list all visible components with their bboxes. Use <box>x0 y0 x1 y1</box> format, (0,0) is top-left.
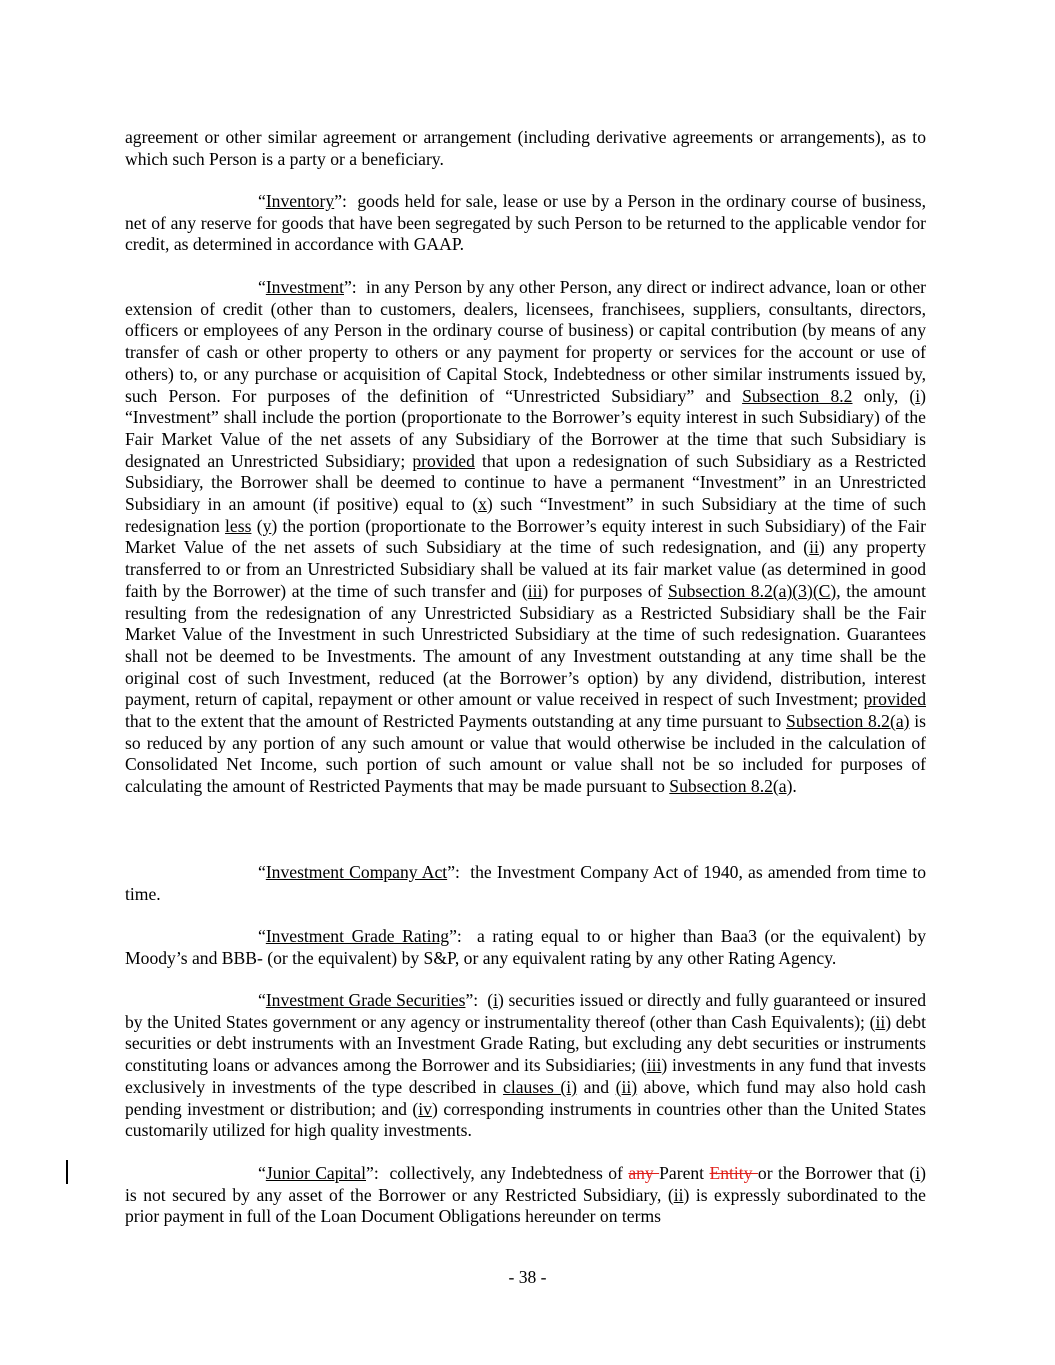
clause-marker: i <box>915 1163 921 1183</box>
cross-reference: clauses (i) <box>503 1076 578 1097</box>
paragraph-continuation: agreement or other similar agreement or arrangement (including derivative agreements or arrangements), as to which such Person is a party or a beneficiary. <box>125 127 926 169</box>
cross-reference: Subsection 8.2(a) <box>786 711 910 732</box>
defined-term: Junior Capital <box>265 1163 367 1183</box>
clause-marker: iii <box>646 1055 662 1076</box>
page-number: - 38 - <box>508 1267 547 1287</box>
definition-inventory: “Inventory”: goods held for sale, lease or use by a Person in the ordinary course of business, net of any reserve for goods that have been segregated by such Person to be returned to the applicable vendor for credit, as determined in accordance with GAAP. <box>125 191 927 255</box>
cross-reference: Subsection 8.2(a)(3)(C) <box>668 580 837 601</box>
deleted-text: any <box>628 1163 660 1183</box>
clause-marker: iv <box>418 1098 432 1119</box>
definition-investment: “Investment”: in any Person by any other Person, any direct or indirect advance, loan or other extension of credit (other than to customers, dealers, licensees, franchisees, suppliers, consultants, directors, officers or employees of any Person in the ordinary course of business) or capital contribution (by means of any transfer of cash or other property to others or any payment for property or services for the account or use of others) to, or any purchase or acquisition of Capital Stock, Indebtedness or other similar instruments issued by, such Person. For purposes of the definition of “Unrestricted Subsidiary” and Subsection 8.2 only, (i) “Investment” shall include the portion (proportionate to the Borrower’s equity interest in such Subsidiary) of the Fair Market Value of the net assets of any Subsidiary of the Borrower at the time that such Subsidiary is designated an Unrestricted Subsidiary; provided that upon a redesignation of such Subsidiary as a Restricted Subsidiary, the Borrower shall be deemed to continue to have a permanent “Investment” in an Unrestricted Subsidiary in an amount (if positive) equal to (x) such “Investment” in such Subsidiary at the time of such redesignation less (y) the portion (proportionate to the Borrower’s equity interest in such Subsidiary) of the Fair Market Value of the net assets of such Subsidiary at the time of such redesignation, and (ii) any property transferred to or from an Unrestricted Subsidiary shall be valued at its fair market value (as determined in good faith by the Borrower) at the time of such transfer and (iii) for purposes of Subsection 8.2(a)(3)(C), the amount resulting from the redesignation of any Unrestricted Subsidiary as a Restricted Subsidiary shall be the Fair Market Value of the Investment in such Unrestricted Subsidiary at the time of such redesignation. Guarantees shall not be deemed to be Investments. The amount of any Investment outstanding at any time shall be the original cost of such Investment, reduced (at the Borrower’s option) by any dividend, distribution, interest payment, return of capital, repayment or other amount or value received in respect of such Investment; provided that to the extent that the amount of Restricted Payments outstanding at any time pursuant to Subsection 8.2(a) is so reduced by any portion of any such amount or value that would otherwise be included in the calculation of Consolidated Net Income, such portion of such amount or value shall not be so included for purposes of calculating the amount of Restricted Payments that may be made pursuant to Subsection 8.2(a). <box>125 277 927 797</box>
cross-reference: (ii) <box>615 1076 638 1097</box>
cross-reference: Subsection 8.2 <box>742 385 853 406</box>
clause-marker: a <box>778 776 787 797</box>
proviso: provided <box>863 689 926 710</box>
deleted-text: Entity <box>709 1163 758 1183</box>
defined-term: Inventory <box>265 191 335 211</box>
definition-junior-capital: “Junior Capital”: collectively, any Indebtedness of any Parent Entity or the Borrower that (i) is not secured by any asset of the Borrower or any Restricted Subsidiary, (ii) is expressly subordinated to the prior payment in full of the Loan Document Obligations hereunder on terms <box>125 1163 927 1227</box>
definition-investment-company-act: “Investment Company Act”: the Investment Company Act of 1940, as amended from time to time. <box>125 862 927 904</box>
clause-marker: y <box>262 515 272 536</box>
definition-investment-grade-securities: “Investment Grade Securities”: (i) securities issued or directly and fully guaranteed or insured by the United States government or any agency or instrumentality thereof (other than Cash Equivalents); (ii) debt securities or debt instruments with an Investment Grade Rating, but excluding any debt securities or instruments constituting loans or advances among the Borrower and its Subsidiaries; (iii) investments in any fund that invests exclusively in investments of the type described in clauses (i) and (ii) above, which fund may also hold cash pending investment or distribution; and (iv) corresponding instruments in countries other than the United States customarily utilized for high quality investments. <box>125 990 926 1141</box>
clause-marker: x <box>478 494 487 515</box>
defined-term: Investment <box>265 277 344 297</box>
defined-term: Investment Company Act <box>265 862 448 882</box>
cross-reference: Subsection 8.2 <box>669 776 773 797</box>
clause-marker: ii <box>673 1184 684 1205</box>
definition-investment-grade-rating: “Investment Grade Rating”: a rating equal to or higher than Baa3 (or the equivalent) by Moody’s and BBB- (or the equivalent) by S&P, or any equivalent rating by any other Rating Agency. <box>125 926 927 968</box>
clause-marker: ii <box>875 1011 886 1032</box>
clause-marker: i <box>915 385 921 406</box>
proviso: provided <box>412 450 475 471</box>
clause-marker: ii <box>809 537 819 558</box>
defined-term: Investment Grade Securities <box>265 990 466 1010</box>
defined-term: Investment Grade Rating <box>265 926 450 946</box>
clause-marker: iii <box>527 580 543 601</box>
less-term: less <box>225 515 252 536</box>
clause-marker: i <box>493 990 499 1010</box>
revision-change-bar <box>66 1160 68 1184</box>
